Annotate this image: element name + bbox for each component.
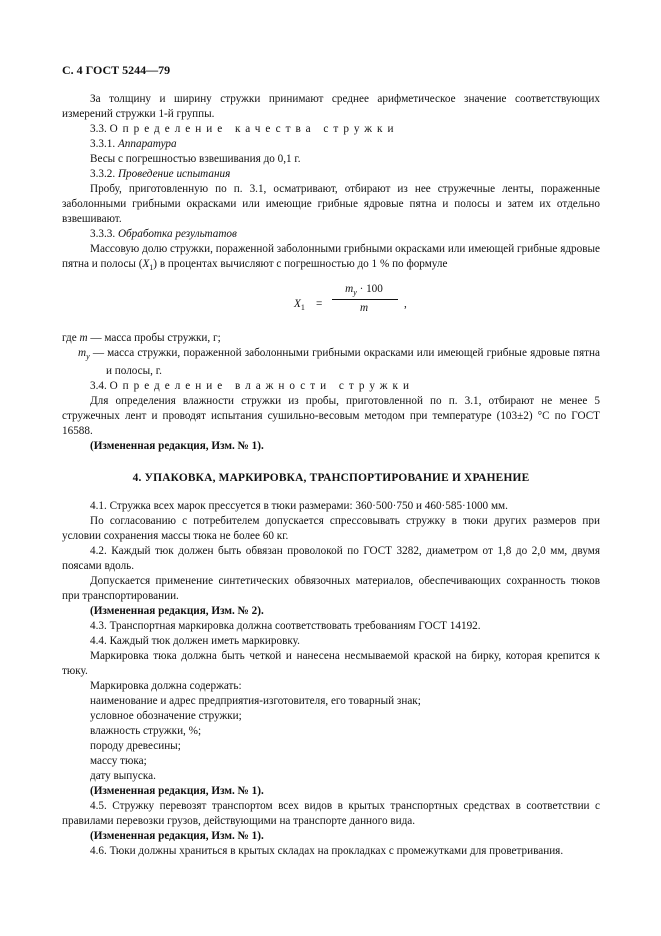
page-header: С. 4 ГОСТ 5244—79: [62, 63, 171, 77]
section-3-3-3-heading: [62, 227, 600, 242]
marking-item: наименование и адрес предприятия-изготовителя, его товарный знак;: [90, 695, 421, 708]
paragraph-4-2: 4.2. Каждый тюк должен быть обвязан проволокой по ГОСТ 3282, диаметром от 1,8 до 2,0 мм, двумя поясами вдоль.: [62, 545, 600, 573]
section-3-3-2-heading: [62, 167, 600, 182]
paragraph-4-2-b: Допускается применение синтетических обвязочных материалов, обеспечивающих сохранность тюков при транспортировании.: [62, 575, 600, 603]
section-3-3-2-text: Пробу, приготовленную по п. 3.1, осматривают, отбирают из нее стружечные ленты, пораженные заболонными грибными окрасками или имеющие грибные ядровые пятна и полосы и затем их отдельно взвешивают.: [62, 183, 600, 225]
revision-note: (Измененная редакция, Изм. № 1).: [90, 785, 264, 798]
formula-numerator: $m_у \cdot 100$: [345, 283, 383, 298]
section-title: Аппаратура: [117, 138, 177, 150]
section-title: Проведение испытания: [117, 168, 231, 180]
section-3-3-1-heading: [62, 137, 600, 152]
revision-note: (Измененная редакция, Изм. № 1).: [90, 440, 264, 453]
section-3-3-3-text: Массовую долю стружки, пораженной заболонными грибными окрасками или имеющей грибные ядровые пятна и полосы $(X_1)$ в процентах вычисляют с погрешностью до 1 % по формуле: [62, 243, 600, 273]
section-number: 3.3.3.: [90, 228, 116, 240]
marking-item: условное обозначение стружки;: [90, 710, 242, 723]
section-4-title: 4. УПАКОВКА, МАРКИРОВКА, ТРАНСПОРТИРОВАНИЕ И ХРАНЕНИЕ: [132, 472, 530, 485]
section-number: 3.4.: [90, 380, 107, 393]
revision-note: (Измененная редакция, Изм. № 2).: [90, 605, 264, 618]
where-my-line: $m_у$ — масса стружки, пораженной заболонными грибными окрасками или имеющей грибные ядровые пятна и полосы, г.: [78, 347, 601, 378]
section-title: Обработка результатов: [117, 228, 237, 240]
marking-item: влажность стружки, %;: [90, 725, 202, 738]
formula-equals: =: [316, 298, 323, 311]
paragraph-4-6: 4.6. Тюки должны храниться в крытых складах на прокладках с промежутками для проветривания.: [90, 845, 564, 858]
section-number: 3.3.1.: [90, 138, 116, 150]
marking-item: массу тюка;: [90, 755, 147, 768]
intro-paragraph: За толщину и ширину стружки принимают среднее арифметическое значение соответствующих измерений стружки 1-й группы.: [62, 93, 600, 120]
marking-item: дату выпуска.: [90, 770, 156, 783]
section-title: Определение влажности стружки: [109, 380, 414, 393]
section-3-4-text: Для определения влажности стружки из пробы, приготовленной по п. 3.1, отбирают не менее 5 стружечных лент и проводят испытания сушильно-весовым методом при температуре (103±2) °С по ГОСТ 16588.: [62, 395, 600, 438]
paragraph-4-4-c: Маркировка должна содержать:: [90, 680, 242, 693]
section-title: Определение качества стружки: [109, 123, 399, 135]
paragraph-4-1-b: По согласованию с потребителем допускается спрессовывать стружку в тюки других размеров при условии сохранения массы тюка не более 60 кг.: [62, 515, 600, 543]
document-page: [62, 62, 600, 859]
formula-comma: ,: [404, 298, 407, 311]
paragraph-4-3: 4.3. Транспортная маркировка должна соответствовать требованиям ГОСТ 14192.: [90, 620, 481, 633]
revision-note: (Измененная редакция, Изм. № 1).: [90, 830, 264, 843]
fraction-bar: [332, 299, 398, 300]
section-number: 3.3.2.: [90, 168, 116, 180]
paragraph-4-4-b: Маркировка тюка должна быть четкой и нанесена несмываемой краской на бирку, которая крепится к тюку.: [62, 650, 600, 678]
section-3-3-1-text: Весы с погрешностью взвешивания до 0,1 г.: [90, 153, 301, 165]
marking-item: породу древесины;: [90, 740, 181, 753]
formula-lhs: $X_1$: [294, 298, 305, 313]
paragraph-4-5: 4.5. Стружку перевозят транспортом всех видов в крытых транспортных средствах в соответствии с правилами перевозки грузов, действующими на транспорте данного вида.: [62, 800, 600, 828]
section-3-4-heading: [62, 379, 600, 394]
paragraph-4-4: 4.4. Каждый тюк должен иметь маркировку.: [90, 635, 300, 648]
paragraph-4-1: 4.1. Стружка всех марок прессуется в тюки размерами: 360·500·750 и 460·585·1000 мм.: [90, 500, 508, 513]
where-m-line: где m — масса пробы стружки, г;: [62, 332, 221, 345]
formula-denominator: m: [359, 302, 369, 315]
section-number: 3.3.: [90, 123, 107, 135]
section-3-3-heading: [62, 122, 600, 137]
formula: [62, 282, 600, 328]
